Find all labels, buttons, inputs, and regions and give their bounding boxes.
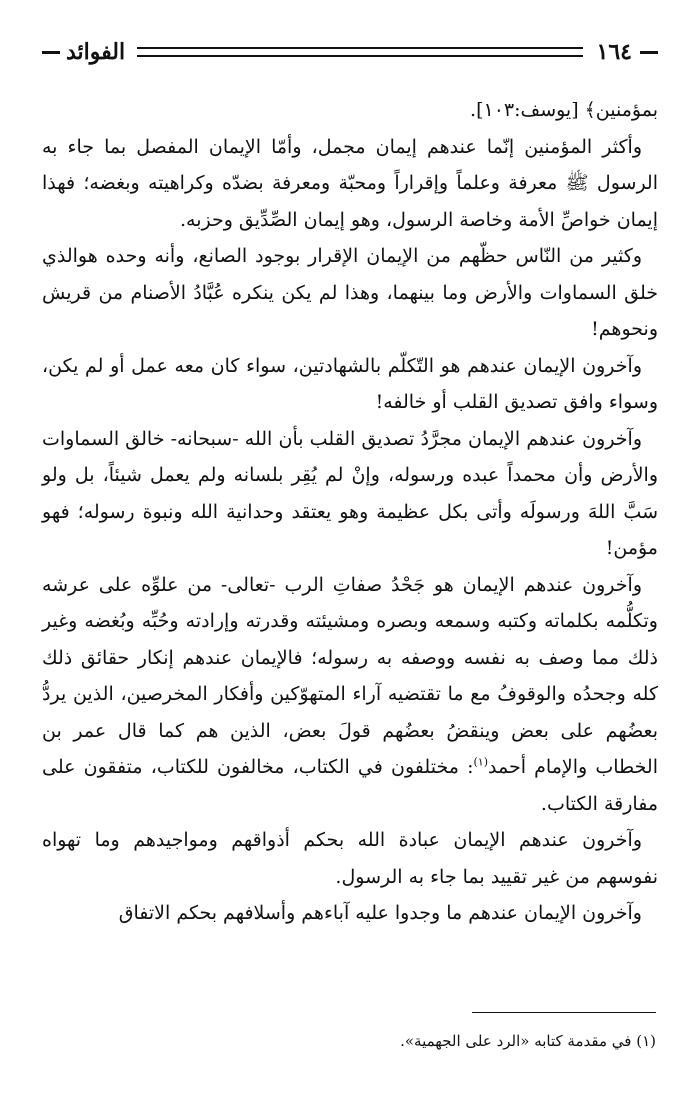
header-dash-right: [640, 51, 658, 54]
paragraph-7: وآخرون عندهم الإيمان عبادة الله بحكم أذواقهم ومواجيدهم وما تهواه نفوسهم من غير تقييد بما جاء به الرسول.: [42, 829, 658, 888]
page-number: ١٦٤: [596, 39, 632, 65]
paragraph-6-tail: : مختلفون في الكتاب، مخالفون للكتاب، متفقون على مفارقة الكتاب.: [42, 756, 658, 815]
footnote: (١) في مقدمة كتابه «الرد على الجهمية».: [400, 1032, 656, 1050]
paragraph-5: وآخرون عندهم الإيمان مجرَّدُ تصديق القلب بأن الله -سبحانه- خالق السماوات والأرض وأن محمداً عبده ورسوله، وإنْ لم يُقِر بلسانه ولم يعمل شيئاً، بل ولو سَبَّ اللهَ ورسولَه وأتى بكل عظيمة وهو يعتقد وحدانية الله ونبوة رسوله؛ فهو مؤمن!: [42, 427, 658, 559]
header-dash-left: [42, 51, 60, 54]
book-title: الفوائد: [66, 39, 126, 65]
paragraph-3: وكثير من النّاس حظّهم من الإيمان الإقرار بوجود الصانع، وأنه وحده هوالذي خلق السماوات والأرض وما بينهما، وهذا لم يكن ينكره عُبَّادُ الأصنام من قريش ونحوهم!: [42, 245, 658, 340]
paragraph-2: وأكثر المؤمنين إنّما عندهم إيمان مجمل، وأمّا الإيمان المفصل بما جاء به الرسول ﷺ معرفة وعلماً وإقراراً ومحبّة ومعرفة بضدّه وكراهيته وبغضه؛ فهذا إيمان خواصِّ الأمة وخاصة الرسول، وهو إيمان الصِّدِّيق وحزبه.: [42, 135, 658, 231]
paragraph-6-main: وآخرون عندهم الإيمان هو جَحْدُ صفاتِ الرب -تعالى- من علوِّه على عرشه وتكلُّمه بكلماته وكتبه وسمعه وبصره ومشيئته وقدرته وإرادته وحُبِّه وبُغضه وغير ذلك مما وصف به نفسه ووصفه به رسوله؛ فالإيمان عندهم إنكار حقائق ذلك كله وجحدُه والوقوفُ مع ما تقتضيه آراء المتهوّكين وأفكار المخرصين، الذين يردُّ بعضُهم على بعض وينقضُ بعضُهم قولَ بعض، الذين هم كما قال عمر بن الخطاب والإمام أحمد: [42, 573, 658, 778]
paragraph-8: وآخرون الإيمان عندهم ما وجدوا عليه آباءهم وأسلافهم بحكم الاتفاق: [118, 902, 642, 924]
paragraph-6: [42, 567, 658, 823]
paragraph-1: بمؤمنين﴾ [يوسف:١٠٣].: [470, 99, 658, 121]
running-header: [42, 30, 658, 74]
footnote-marker: (١): [473, 755, 488, 769]
body-text: [42, 92, 658, 932]
page: [42, 30, 658, 932]
footnote-divider: [472, 1012, 656, 1013]
header-rule: [137, 47, 582, 57]
paragraph-4: وآخرون الإيمان عندهم هو التّكلّم بالشهادتين، سواء كان معه عمل أو لم يكن، وسواء وافق تصديق القلب أو خالفه!: [42, 354, 658, 413]
